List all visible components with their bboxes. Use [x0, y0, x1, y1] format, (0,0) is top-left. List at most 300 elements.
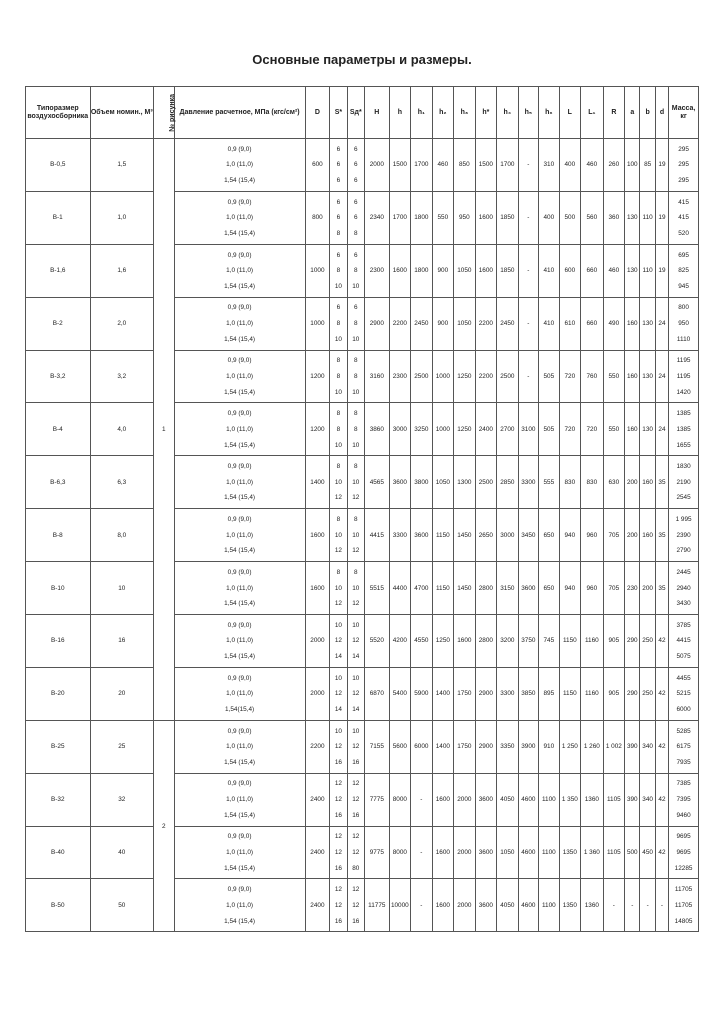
a-cell: 100: [625, 139, 640, 192]
mass-cell: [669, 350, 699, 403]
b-cell: 110: [640, 244, 655, 297]
S-cell-value: 16: [334, 758, 342, 766]
mass-cell-value: 295: [678, 145, 689, 153]
mass-cell-value: 520: [678, 229, 689, 237]
S-cell-value: 8: [336, 357, 341, 365]
mass-cell-value: 1385: [676, 410, 691, 418]
Sd-cell-value: 10: [352, 282, 360, 290]
header-b: b: [640, 87, 655, 139]
header-h6: h₆: [539, 87, 559, 139]
Sd-cell-value: 12: [352, 637, 360, 645]
d-cell: -: [655, 879, 668, 932]
a-cell: -: [625, 879, 640, 932]
h-star-cell: 2200: [475, 350, 497, 403]
h6-cell: 745: [539, 615, 559, 668]
mass-cell-value: 2790: [676, 547, 691, 555]
volume-cell: 8,0: [90, 509, 154, 562]
pressure-cell-value: 0,9 (9,0): [227, 621, 252, 629]
Sd-cell-value: 10: [352, 335, 360, 343]
h-cell: 1500: [389, 139, 411, 192]
L1-cell: 1360: [581, 879, 604, 932]
h2-cell: 1150: [432, 509, 454, 562]
h6-cell: 650: [539, 509, 559, 562]
L-cell: 500: [559, 191, 581, 244]
volume-cell: 1,5: [90, 139, 154, 192]
pressure-cell-value: 0,9 (9,0): [227, 727, 252, 735]
mass-cell-value: 415: [678, 214, 689, 222]
h5-cell: -: [518, 350, 538, 403]
pressure-cell-value: 0,9 (9,0): [227, 886, 252, 894]
h4-cell: 3000: [497, 509, 519, 562]
S-cell-value: 12: [334, 901, 342, 909]
d-cell: 42: [655, 667, 668, 720]
h-cell: 2200: [389, 297, 411, 350]
Sd-cell-value: 6: [354, 251, 358, 259]
header-Sd: Sд*: [347, 87, 364, 139]
pressure-cell-value: 0,9 (9,0): [227, 357, 252, 365]
D-cell: 1600: [305, 562, 330, 615]
h-star-cell: 2200: [475, 297, 497, 350]
pressure-cell: [174, 615, 305, 668]
pressure-cell-value: 0,9 (9,0): [227, 463, 252, 471]
header-figure-number: № рисунка: [154, 87, 174, 139]
H-cell: 11775: [365, 879, 390, 932]
h5-cell: -: [518, 297, 538, 350]
mass-cell-value: 800: [678, 304, 689, 312]
mass-cell-value: 945: [678, 282, 689, 290]
h1-cell: 3250: [411, 403, 433, 456]
S-cell-value: 6: [336, 177, 341, 185]
Sd-cell-value: 6: [354, 161, 358, 169]
Sd-cell-value: 8: [354, 410, 358, 418]
Sd-cell-value: 10: [352, 388, 360, 396]
h2-cell: 900: [432, 244, 454, 297]
pressure-cell-value: 1,0 (11,0): [226, 267, 254, 275]
header-a: a: [625, 87, 640, 139]
pressure-cell: [174, 350, 305, 403]
S-cell: [330, 139, 347, 192]
header-h-star: h*: [475, 87, 497, 139]
h6-cell: 895: [539, 667, 559, 720]
L-cell: 720: [559, 350, 581, 403]
Sd-cell-value: 6: [354, 198, 358, 206]
pressure-cell: [174, 773, 305, 826]
h3-cell: 850: [454, 139, 476, 192]
a-cell: 390: [625, 720, 640, 773]
h2-cell: 900: [432, 297, 454, 350]
pressure-cell-value: 1,54 (15,4): [224, 758, 256, 766]
mass-cell-value: 1 995: [675, 515, 692, 523]
S-cell-value: 16: [334, 811, 342, 819]
mass-cell: [669, 826, 699, 879]
h-star-cell: 1500: [475, 139, 497, 192]
b-cell: 130: [640, 297, 655, 350]
mass-cell-value: 9460: [676, 811, 691, 819]
d-cell: 35: [655, 456, 668, 509]
volume-cell: 32: [90, 773, 154, 826]
H-cell: 4415: [365, 509, 390, 562]
volume-cell: 40: [90, 826, 154, 879]
h6-cell: 910: [539, 720, 559, 773]
h2-cell: 1400: [432, 667, 454, 720]
type-cell: В-16: [26, 615, 91, 668]
mass-cell-value: 1420: [676, 388, 691, 396]
mass-cell-value: 9695: [676, 848, 691, 856]
volume-cell: 20: [90, 667, 154, 720]
h-star-cell: 2650: [475, 509, 497, 562]
S-cell-value: 6: [336, 304, 341, 312]
S-cell: [330, 509, 347, 562]
mass-cell-value: 295: [678, 161, 689, 169]
L1-cell: 460: [581, 139, 604, 192]
H-cell: 7155: [365, 720, 390, 773]
D-cell: 600: [305, 139, 330, 192]
mass-cell-value: 2545: [676, 494, 691, 502]
D-cell: 2400: [305, 826, 330, 879]
S-cell-value: 12: [334, 886, 342, 894]
mass-cell-value: 1110: [676, 335, 691, 343]
h4-cell: 4050: [497, 879, 519, 932]
a-cell: 290: [625, 615, 640, 668]
mass-cell-value: 1195: [676, 357, 691, 365]
h6-cell: 410: [539, 244, 559, 297]
b-cell: 130: [640, 350, 655, 403]
h1-cell: 1800: [411, 191, 433, 244]
S-cell-value: 10: [334, 282, 342, 290]
D-cell: 1000: [305, 297, 330, 350]
h6-cell: 505: [539, 350, 559, 403]
S-cell-value: 12: [334, 743, 342, 751]
L-cell: 610: [559, 297, 581, 350]
L1-cell: 1160: [581, 615, 604, 668]
S-cell-value: 10: [334, 674, 342, 682]
pressure-cell: [174, 879, 305, 932]
Sd-cell: [347, 615, 364, 668]
h-star-cell: 2800: [475, 562, 497, 615]
R-cell: 1105: [603, 773, 625, 826]
S-cell: [330, 403, 347, 456]
H-cell: 3860: [365, 403, 390, 456]
table-row: [26, 509, 699, 562]
d-cell: 42: [655, 773, 668, 826]
Sd-cell-value: 12: [352, 743, 360, 751]
mass-cell-value: 12285: [674, 864, 693, 872]
S-cell: [330, 297, 347, 350]
mass-cell-value: 7385: [676, 780, 691, 788]
mass-cell: [669, 562, 699, 615]
b-cell: 160: [640, 456, 655, 509]
pressure-cell-value: 0,9 (9,0): [227, 251, 252, 259]
h-cell: 3000: [389, 403, 411, 456]
R-cell: 630: [603, 456, 625, 509]
Sd-cell: [347, 667, 364, 720]
h5-cell: -: [518, 191, 538, 244]
h6-cell: 310: [539, 139, 559, 192]
h5-cell: 3900: [518, 720, 538, 773]
Sd-cell-value: 8: [354, 372, 358, 380]
d-cell: 42: [655, 720, 668, 773]
h2-cell: 1000: [432, 350, 454, 403]
Sd-cell-value: 10: [352, 621, 360, 629]
mass-cell-value: 1655: [676, 441, 691, 449]
table-row: [26, 667, 699, 720]
type-cell: В-1,6: [26, 244, 91, 297]
b-cell: 250: [640, 615, 655, 668]
h-star-cell: 2400: [475, 403, 497, 456]
h4-cell: 3150: [497, 562, 519, 615]
S-cell-value: 8: [336, 568, 341, 576]
h-cell: 4400: [389, 562, 411, 615]
S-cell-value: 8: [336, 320, 341, 328]
L1-cell: 960: [581, 509, 604, 562]
type-cell: В-25: [26, 720, 91, 773]
S-cell-value: 10: [334, 478, 342, 486]
h-cell: 2300: [389, 350, 411, 403]
h-cell: 3300: [389, 509, 411, 562]
h-cell: 1600: [389, 244, 411, 297]
header-volume: Объем номин., М³: [90, 87, 154, 139]
header-D: D: [305, 87, 330, 139]
volume-cell: 50: [90, 879, 154, 932]
R-cell: -: [603, 879, 625, 932]
pressure-cell-value: 1,0 (11,0): [226, 425, 254, 433]
h-cell: 5600: [389, 720, 411, 773]
table-row: [26, 350, 699, 403]
h3-cell: 1750: [454, 720, 476, 773]
S-cell-value: 8: [336, 410, 341, 418]
table-row: [26, 826, 699, 879]
mass-cell-value: 11705: [674, 901, 693, 909]
Sd-cell: [347, 720, 364, 773]
h4-cell: 4050: [497, 773, 519, 826]
type-cell: В-8: [26, 509, 91, 562]
a-cell: 160: [625, 403, 640, 456]
S-cell-value: 12: [334, 780, 342, 788]
mass-cell-value: 14805: [674, 917, 693, 925]
Sd-cell-value: 12: [352, 600, 360, 608]
h-star-cell: 3600: [475, 773, 497, 826]
h1-cell: 3600: [411, 509, 433, 562]
pressure-cell-value: 1,54(15,4): [225, 705, 255, 713]
h2-cell: 1600: [432, 826, 454, 879]
pressure-cell-value: 0,9 (9,0): [227, 568, 252, 576]
L-cell: 720: [559, 403, 581, 456]
volume-cell: 25: [90, 720, 154, 773]
R-cell: 905: [603, 615, 625, 668]
Sd-cell-value: 8: [354, 515, 358, 523]
header-L1: L₁: [581, 87, 604, 139]
h-star-cell: 3600: [475, 879, 497, 932]
D-cell: 2400: [305, 773, 330, 826]
type-cell: В-40: [26, 826, 91, 879]
pressure-cell-value: 1,0 (11,0): [226, 690, 254, 698]
R-cell: 550: [603, 350, 625, 403]
S-cell-value: 10: [334, 727, 342, 735]
h-cell: 1700: [389, 191, 411, 244]
R-cell: 1 002: [603, 720, 625, 773]
Sd-cell-value: 10: [352, 584, 360, 592]
b-cell: 340: [640, 773, 655, 826]
header-R: R: [603, 87, 625, 139]
mass-cell-value: 695: [678, 251, 689, 259]
h4-cell: 3350: [497, 720, 519, 773]
table-row: [26, 244, 699, 297]
h5-cell: 3450: [518, 509, 538, 562]
h2-cell: 1400: [432, 720, 454, 773]
volume-cell: 4,0: [90, 403, 154, 456]
H-cell: 2000: [365, 139, 390, 192]
Sd-cell-value: 8: [354, 357, 358, 365]
S-cell: [330, 667, 347, 720]
h5-cell: 3600: [518, 562, 538, 615]
table-row: [26, 879, 699, 932]
h5-cell: 3300: [518, 456, 538, 509]
Sd-cell-value: 12: [352, 848, 360, 856]
pressure-cell-value: 1,54 (15,4): [224, 917, 256, 925]
L1-cell: 1360: [581, 773, 604, 826]
h-cell: 3600: [389, 456, 411, 509]
S-cell-value: 8: [336, 515, 341, 523]
D-cell: 1000: [305, 244, 330, 297]
S-cell-value: 12: [334, 547, 342, 555]
b-cell: 110: [640, 191, 655, 244]
h6-cell: 555: [539, 456, 559, 509]
h6-cell: 400: [539, 191, 559, 244]
pressure-cell: [174, 562, 305, 615]
h6-cell: 1100: [539, 879, 559, 932]
D-cell: 1200: [305, 403, 330, 456]
Sd-cell: [347, 191, 364, 244]
L-cell: 1 350: [559, 773, 581, 826]
mass-cell: [669, 244, 699, 297]
pressure-cell: [174, 244, 305, 297]
h1-cell: 1700: [411, 139, 433, 192]
Sd-cell-value: 10: [352, 727, 360, 735]
L1-cell: 1160: [581, 667, 604, 720]
H-cell: 5515: [365, 562, 390, 615]
D-cell: 2400: [305, 879, 330, 932]
R-cell: 360: [603, 191, 625, 244]
pressure-cell-value: 1,54 (15,4): [224, 282, 256, 290]
table-row: [26, 773, 699, 826]
mass-cell-value: 2445: [676, 568, 691, 576]
S-cell-value: 12: [334, 494, 342, 502]
mass-cell: [669, 297, 699, 350]
mass-cell: [669, 139, 699, 192]
H-cell: 2340: [365, 191, 390, 244]
L1-cell: 720: [581, 403, 604, 456]
H-cell: 7775: [365, 773, 390, 826]
Sd-cell: [347, 879, 364, 932]
h-cell: 5400: [389, 667, 411, 720]
R-cell: 705: [603, 562, 625, 615]
a-cell: 130: [625, 244, 640, 297]
mass-cell-value: 4415: [676, 637, 691, 645]
pressure-cell-value: 1,54 (15,4): [224, 547, 256, 555]
header-type: Типоразмер воздухосборника: [26, 87, 91, 139]
D-cell: 1200: [305, 350, 330, 403]
pressure-cell-value: 1,0 (11,0): [226, 531, 254, 539]
d-cell: 35: [655, 509, 668, 562]
mass-cell: [669, 191, 699, 244]
mass-cell-value: 295: [678, 177, 689, 185]
H-cell: 2900: [365, 297, 390, 350]
L1-cell: 560: [581, 191, 604, 244]
page-title: Основные параметры и размеры.: [252, 52, 472, 67]
h6-cell: 1100: [539, 773, 559, 826]
Sd-cell: [347, 350, 364, 403]
H-cell: 3160: [365, 350, 390, 403]
mass-cell-value: 2940: [676, 584, 691, 592]
S-cell-value: 16: [334, 917, 342, 925]
h4-cell: 1850: [497, 191, 519, 244]
Sd-cell: [347, 139, 364, 192]
header-pressure: Давление расчетное, МПа (кгс/см²): [174, 87, 305, 139]
Sd-cell: [347, 244, 364, 297]
pressure-cell-value: 1,0 (11,0): [226, 901, 254, 909]
header-S: S*: [330, 87, 347, 139]
h2-cell: 550: [432, 191, 454, 244]
volume-cell: 2,0: [90, 297, 154, 350]
h-star-cell: 1600: [475, 244, 497, 297]
a-cell: 160: [625, 297, 640, 350]
mass-cell-value: 11705: [674, 886, 693, 894]
type-cell: В-10: [26, 562, 91, 615]
Sd-cell-value: 12: [352, 833, 360, 841]
S-cell: [330, 720, 347, 773]
volume-cell: 1,6: [90, 244, 154, 297]
a-cell: 200: [625, 456, 640, 509]
h5-cell: 3750: [518, 615, 538, 668]
mass-cell-value: 2390: [676, 531, 691, 539]
R-cell: 905: [603, 667, 625, 720]
pressure-cell-value: 1,54 (15,4): [224, 335, 256, 343]
h4-cell: 1050: [497, 826, 519, 879]
h3-cell: 1250: [454, 350, 476, 403]
L1-cell: 760: [581, 350, 604, 403]
header-h2: h₂: [432, 87, 454, 139]
a-cell: 390: [625, 773, 640, 826]
h-cell: 10000: [389, 879, 411, 932]
h4-cell: 1850: [497, 244, 519, 297]
mass-cell-value: 6175: [676, 743, 691, 751]
b-cell: 250: [640, 667, 655, 720]
Sd-cell-value: 6: [354, 177, 358, 185]
pressure-cell: [174, 403, 305, 456]
S-cell: [330, 562, 347, 615]
S-cell-value: 10: [334, 388, 342, 396]
type-cell: В-50: [26, 879, 91, 932]
h-star-cell: 2800: [475, 615, 497, 668]
Sd-cell: [347, 826, 364, 879]
b-cell: 450: [640, 826, 655, 879]
L-cell: 830: [559, 456, 581, 509]
mass-cell-value: 6000: [676, 705, 691, 713]
h5-cell: 4600: [518, 826, 538, 879]
R-cell: 705: [603, 509, 625, 562]
L-cell: 940: [559, 509, 581, 562]
pressure-cell-value: 0,9 (9,0): [227, 145, 252, 153]
b-cell: 340: [640, 720, 655, 773]
pressure-cell-value: 1,54 (15,4): [224, 441, 256, 449]
h2-cell: 1000: [432, 403, 454, 456]
table-row: [26, 403, 699, 456]
Sd-cell-value: 12: [352, 547, 360, 555]
pressure-cell-value: 0,9 (9,0): [227, 198, 252, 206]
Sd-cell: [347, 403, 364, 456]
pressure-cell: [174, 667, 305, 720]
Sd-cell-value: 12: [352, 796, 360, 804]
